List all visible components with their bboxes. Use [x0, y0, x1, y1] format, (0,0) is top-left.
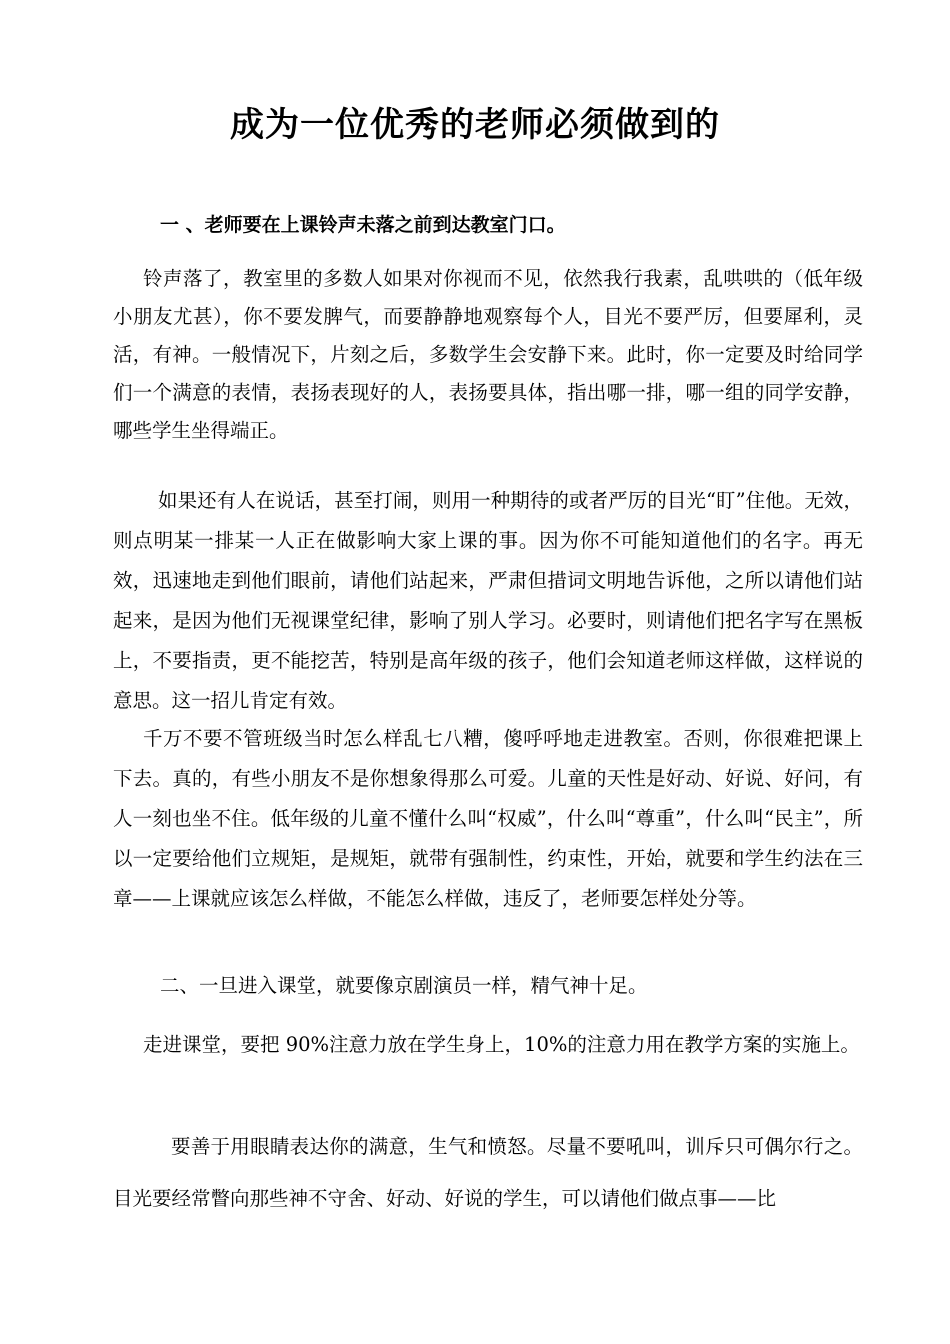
paragraph-4: 走进课堂，要把 90%注意力放在学生身上，10%的注意力用在教学方案的实施上。 [143, 1033, 860, 1056]
document-title: 成为一位优秀的老师必须做到的 [230, 105, 720, 145]
paragraph-5: 要善于用眼睛表达你的满意，生气和愤怒。尽量不要吼叫，训斥只可偶尔行之。目光要经常瞥向那些神不守舍、好动、好说的学生，可以请他们做点事——比 [113, 1135, 863, 1210]
paragraph-1: 铃声落了，教室里的多数人如果对你视而不见，依然我行我素，乱哄哄的（低年级小朋友尤甚），你不要发脾气，而要静静地观察每个人，目光不要严厉，但要犀利，灵活，有神。一般情况下，片刻之后，多数学生会安静下来。此时，你一定要及时给同学们一个满意的表情，表扬表现好的人，表扬要具体，指出哪一排，哪一组的同学安静，哪些学生坐得端正。 [113, 267, 863, 442]
section-heading-1: 一 、老师要在上课铃声未落之前到达教室门口。 [160, 214, 566, 236]
paragraph-2: 如果还有人在说话，甚至打闹，则用一种期待的或者严厉的目光“盯”住他。无效，则点明某一排某一人正在做影响大家上课的事。因为你不可能知道他们的名字。再无效，迅速地走到他们眼前，请他们站起来，严肃但措词文明地告诉他，之所以请他们站起来，是因为他们无视课堂纪律，影响了别人学习。必要时，则请他们把名字写在黑板上，不要指责，更不能挖苦，特别是高年级的孩子，他们会知道老师这样做，这样说的意思。这一招儿肯定有效。 [113, 489, 863, 712]
section-heading-2: 二、一旦进入课堂，就要像京剧演员一样，精气神十足。 [160, 974, 648, 997]
paragraph-3: 千万不要不管班级当时怎么样乱七八糟，傻呼呼地走进教室。否则，你很难把课上下去。真的，有些小朋友不是你想象得那么可爱。儿童的天性是好动、好说、好问，有人一刻也坐不住。低年级的儿童不懂什么叫“权威”，什么叫“尊重”，什么叫“民主”，所以一定要给他们立规矩，是规矩，就带有强制性，约束性，开始，就要和学生约法在三章——上课就应该怎么样做，不能怎么样做，违反了，老师要怎样处分等。 [113, 727, 863, 910]
